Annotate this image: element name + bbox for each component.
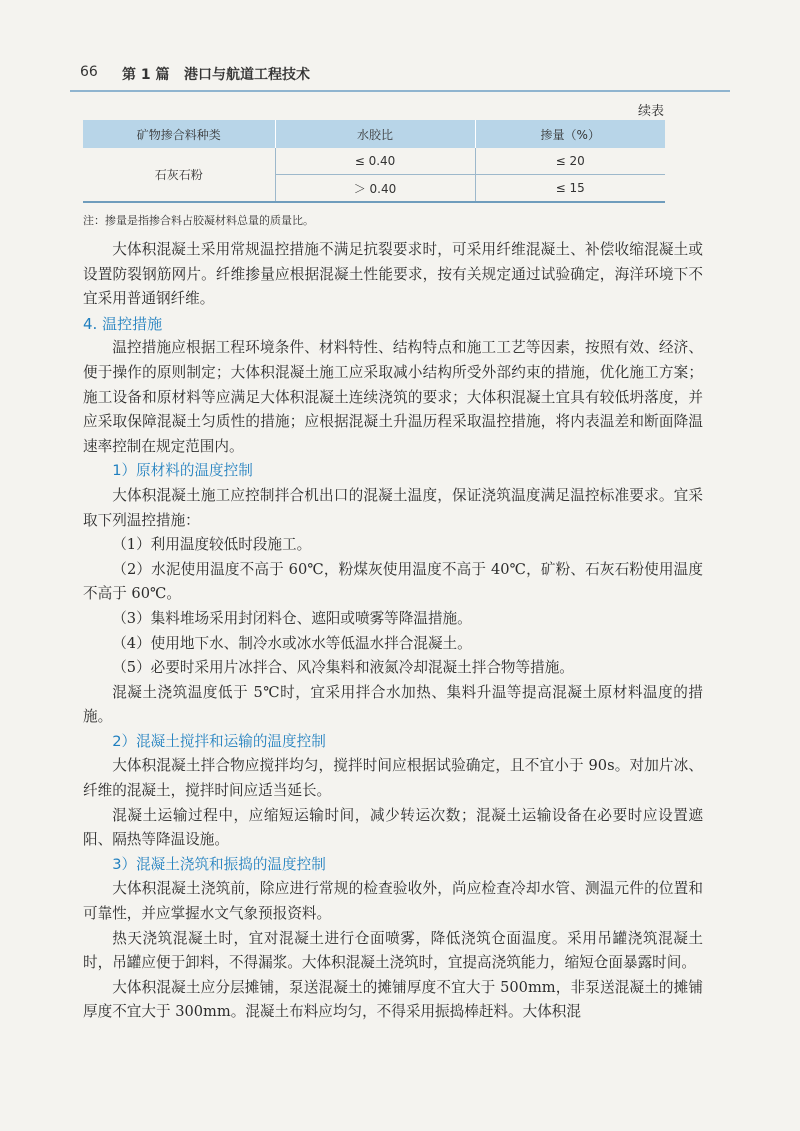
subsection-heading: 2）混凝土搅拌和运输的温度控制 — [112, 732, 326, 750]
paragraph: 热天浇筑混凝土时，宜对混凝土进行仓面喷雾，降低浇筑仓面温度。采用吊罐浇筑混凝土时，吊罐应便于卸料，不得漏浆。大体积混凝土浇筑时，宜提高浇筑能力，缩短仓面暴露时间。 — [83, 929, 703, 972]
paragraph: 大体积混凝土应分层摊铺，泵送混凝土的摊铺厚度不宜大于 500mm，非泵送混凝土的摊铺厚度不宜大于 300mm。混凝土布料应均匀，不得采用振捣棒赶料。大体积混 — [83, 978, 703, 1021]
subsection-heading: 1）原材料的温度控制 — [112, 462, 253, 480]
section-heading: 4. 温控措施 — [83, 314, 163, 333]
header-water-binder-ratio: 水胶比 — [275, 120, 475, 148]
paragraph: 大体积混凝土采用常规温控措施不满足抗裂要求时，可采用纤维混凝土、补偿收缩混凝土或设置防裂钢筋网片。纤维掺量应根据混凝土性能要求，按有关规定通过试验确定，海洋环境下不宜采用普通钢纤维。 — [83, 241, 703, 308]
table-continued-label: 续表 — [637, 104, 664, 119]
ratio-cell: ＞ 0.40 — [275, 175, 475, 203]
header-rule — [70, 90, 730, 92]
dosage-cell: ≤ 15 — [475, 175, 665, 203]
list-item: （2）水泥使用温度不高于 60℃，粉煤灰使用温度不高于 40℃，矿粉、石灰石粉使用温度不高于 60℃。 — [83, 560, 703, 603]
list-item: （4）使用地下水、制冷水或冰水等低温水拌合混凝土。 — [112, 634, 472, 652]
table-note: 注：掺量是指掺合料占胶凝材料总量的质量比。 — [83, 214, 314, 227]
part-title: 港口与航道工程技术 — [184, 67, 310, 83]
body-text — [83, 238, 703, 1025]
paragraph: 温控措施应根据工程环境条件、材料特性、结构特点和施工工艺等因素，按照有效、经济、便于操作的原则制定；大体积混凝土施工应采取减小结构所受外部约束的措施，优化施工方案；施工设备和原材料等应满足大体积混凝土连续浇筑的要求；大体积混凝土宜具有较低坍落度，并应采取保障混凝土匀质性的措施；应根据混凝土升温历程采取温控措施，将内表温差和断面降温速率控制在规定范围内。 — [83, 339, 703, 455]
list-item: （3）集料堆场采用封闭料仓、遮阳或喷雾等降温措施。 — [112, 609, 472, 627]
list-item: （5）必要时采用片冰拌合、风冷集料和液氮冷却混凝土拌合物等措施。 — [112, 659, 574, 677]
paragraph: 大体积混凝土浇筑前，除应进行常规的检查验收外，尚应检查冷却水管、测温元件的位置和可靠性，并应掌握水文气象预报资料。 — [83, 880, 703, 923]
material-cell: 石灰石粉 — [83, 148, 275, 202]
dosage-cell: ≤ 20 — [475, 148, 665, 175]
paragraph: 大体积混凝土施工应控制拌合机出口的混凝土温度，保证浇筑温度满足温控标准要求。宜采取下列温控措施： — [83, 486, 703, 529]
admixture-table — [83, 120, 665, 203]
subsection-heading: 3）混凝土浇筑和振捣的温度控制 — [112, 855, 326, 873]
part-label: 第 1 篇 — [122, 67, 170, 83]
header-dosage: 掺量（%） — [475, 120, 665, 148]
list-item: （1）利用温度较低时段施工。 — [112, 536, 312, 554]
table-row — [83, 148, 665, 175]
paragraph: 混凝土运输过程中，应缩短运输时间，减少转运次数；混凝土运输设备在必要时应设置遮阳、隔热等降温设施。 — [83, 806, 703, 849]
header-material-type: 矿物掺合料种类 — [83, 120, 275, 148]
paragraph: 混凝土浇筑温度低于 5℃时，宜采用拌合水加热、集料升温等提高混凝土原材料温度的措施。 — [83, 683, 703, 726]
paragraph: 大体积混凝土拌合物应搅拌均匀，搅拌时间应根据试验确定，且不宜小于 90s。对加片冰、纤维的混凝土，搅拌时间应适当延长。 — [83, 757, 703, 800]
running-header — [80, 64, 720, 86]
ratio-cell: ≤ 0.40 — [275, 148, 475, 175]
page-number: 66 — [80, 64, 98, 80]
